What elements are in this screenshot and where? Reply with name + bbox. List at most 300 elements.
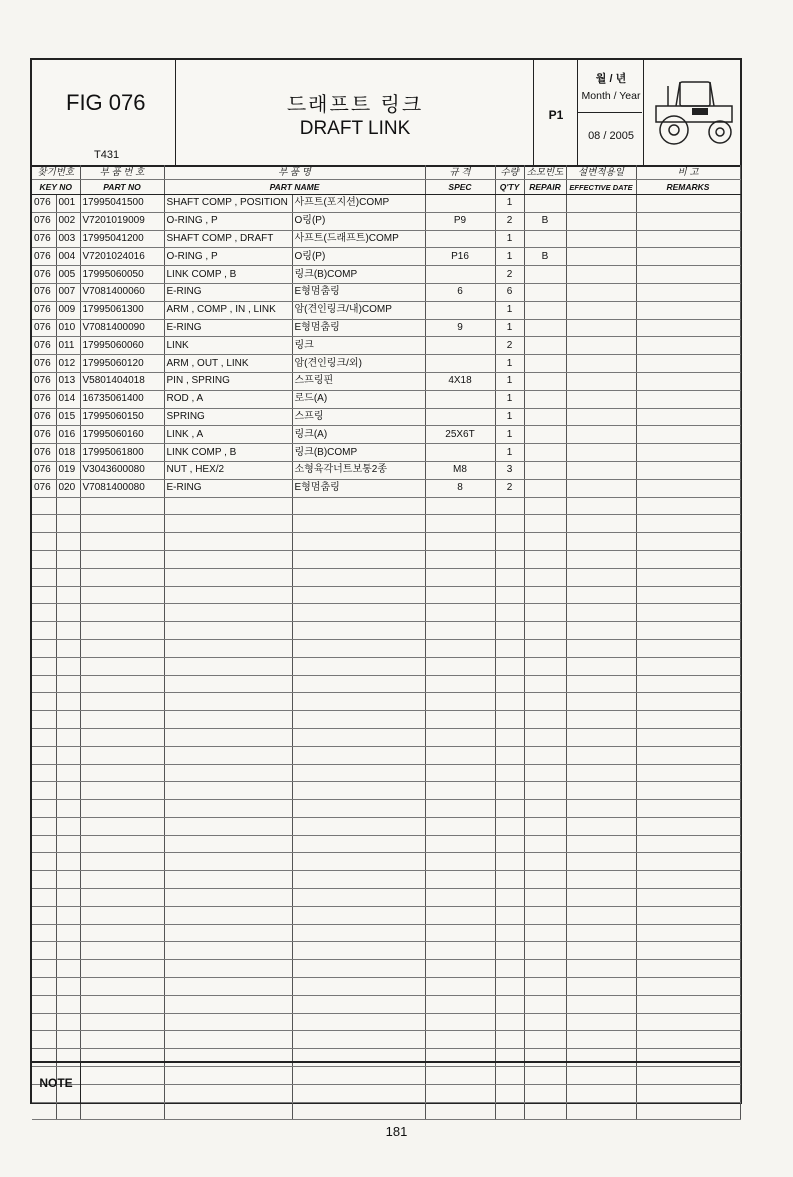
repair-cell [524, 835, 566, 853]
remarks-cell [636, 817, 740, 835]
repair-cell [524, 497, 566, 515]
part-name-en-cell [164, 746, 292, 764]
key-number-cell [56, 853, 80, 871]
qty-cell [495, 764, 524, 782]
key-number-cell: 016 [56, 426, 80, 444]
key-number-cell [56, 497, 80, 515]
qty-cell [495, 960, 524, 978]
fig-number-cell [32, 586, 56, 604]
spec-cell: P16 [425, 248, 495, 266]
remarks-cell [636, 390, 740, 408]
part-name-en-cell [164, 622, 292, 640]
part-name-ko-cell [292, 978, 425, 996]
empty-row [32, 1102, 740, 1120]
effective-date-cell [566, 372, 636, 390]
part-name-en-cell [164, 782, 292, 800]
effective-date-cell [566, 995, 636, 1013]
remarks-cell [636, 764, 740, 782]
qty-cell [495, 782, 524, 800]
remarks-cell [636, 960, 740, 978]
part-number-cell: V7201024016 [80, 248, 164, 266]
fig-number: FIG 076 [66, 90, 146, 115]
qty-cell: 1 [495, 301, 524, 319]
empty-row [32, 906, 740, 924]
part-name-en-cell [164, 906, 292, 924]
col-date-ko: 설변적용일 [566, 165, 636, 180]
repair-cell [524, 728, 566, 746]
fig-number-cell [32, 622, 56, 640]
spec-cell [425, 568, 495, 586]
remarks-cell [636, 800, 740, 818]
part-name-ko-cell: 사프트(드래프트)COMP [292, 230, 425, 248]
remarks-cell [636, 942, 740, 960]
part-number-cell: 17995060050 [80, 266, 164, 284]
part-name-ko-cell: O링(P) [292, 212, 425, 230]
part-name-en-cell [164, 711, 292, 729]
effective-date-cell [566, 746, 636, 764]
remarks-cell [636, 301, 740, 319]
effective-date-cell [566, 195, 636, 213]
repair-cell [524, 426, 566, 444]
part-name-ko-cell [292, 675, 425, 693]
empty-row [32, 657, 740, 675]
fig-number-cell [32, 817, 56, 835]
note-row [32, 1061, 740, 1104]
fig-number-cell [32, 871, 56, 889]
part-name-ko-cell [292, 995, 425, 1013]
part-name-ko-cell [292, 639, 425, 657]
part-number-cell [80, 817, 164, 835]
part-number-cell [80, 1031, 164, 1049]
part-name-en-cell [164, 889, 292, 907]
qty-cell [495, 693, 524, 711]
empty-row [32, 639, 740, 657]
part-number-cell [80, 604, 164, 622]
effective-date-cell [566, 248, 636, 266]
fig-number-cell [32, 960, 56, 978]
part-number-cell [80, 889, 164, 907]
part-name-ko-cell [292, 800, 425, 818]
effective-date-cell [566, 764, 636, 782]
spec-cell [425, 1013, 495, 1031]
key-number-cell [56, 906, 80, 924]
repair-cell [524, 622, 566, 640]
remarks-cell [636, 283, 740, 301]
part-name-en-cell: SPRING [164, 408, 292, 426]
part-name-en-cell [164, 871, 292, 889]
effective-date-cell [566, 337, 636, 355]
empty-row [32, 924, 740, 942]
effective-date-cell [566, 978, 636, 996]
empty-row [32, 711, 740, 729]
fig-number-cell [32, 889, 56, 907]
remarks-cell [636, 995, 740, 1013]
qty-cell [495, 639, 524, 657]
repair-cell [524, 978, 566, 996]
empty-row [32, 800, 740, 818]
parts-body [32, 195, 740, 1120]
effective-date-cell [566, 960, 636, 978]
page-cell [534, 60, 578, 165]
remarks-cell [636, 728, 740, 746]
spec-cell [425, 675, 495, 693]
part-name-ko-cell: 암(견인링크/외) [292, 355, 425, 373]
key-number-cell [56, 764, 80, 782]
empty-row [32, 782, 740, 800]
repair-cell [524, 337, 566, 355]
part-number-cell [80, 871, 164, 889]
key-number-cell [56, 782, 80, 800]
qty-cell [495, 622, 524, 640]
effective-date-cell [566, 212, 636, 230]
qty-cell [495, 728, 524, 746]
spec-cell [425, 924, 495, 942]
effective-date-cell [566, 942, 636, 960]
sheet-page: P1 [548, 108, 564, 122]
table-row [32, 479, 740, 497]
qty-cell: 1 [495, 195, 524, 213]
qty-cell [495, 924, 524, 942]
key-number-cell: 002 [56, 212, 80, 230]
col-name-ko: 부 품 명 [164, 165, 425, 180]
remarks-cell [636, 924, 740, 942]
effective-date-cell [566, 782, 636, 800]
part-name-ko-cell [292, 568, 425, 586]
table-row [32, 283, 740, 301]
empty-row [32, 568, 740, 586]
fig-number-cell: 076 [32, 461, 56, 479]
empty-row [32, 995, 740, 1013]
fig-number-cell [32, 746, 56, 764]
remarks-cell [636, 230, 740, 248]
part-name-ko-cell [292, 889, 425, 907]
effective-date-cell [566, 515, 636, 533]
key-number-cell [56, 622, 80, 640]
repair-cell [524, 693, 566, 711]
remarks-cell [636, 248, 740, 266]
qty-cell [495, 586, 524, 604]
part-name-en-cell [164, 515, 292, 533]
part-number-cell: 17995041200 [80, 230, 164, 248]
part-number-cell [80, 764, 164, 782]
repair-cell [524, 461, 566, 479]
effective-date-cell [566, 319, 636, 337]
qty-cell [495, 995, 524, 1013]
part-number-cell [80, 711, 164, 729]
col-repair-ko: 소모빈도 [524, 165, 566, 180]
part-number-cell: V7081400080 [80, 479, 164, 497]
fig-number-cell [32, 1102, 56, 1120]
repair-cell [524, 871, 566, 889]
part-name-en-cell [164, 568, 292, 586]
key-number-cell [56, 657, 80, 675]
key-number-cell [56, 693, 80, 711]
fig-number-cell [32, 1013, 56, 1031]
part-name-ko-cell [292, 746, 425, 764]
remarks-cell [636, 479, 740, 497]
repair-cell [524, 586, 566, 604]
repair-cell [524, 230, 566, 248]
table-row [32, 461, 740, 479]
spec-cell [425, 853, 495, 871]
key-number-cell: 011 [56, 337, 80, 355]
part-name-ko-cell: E형멈춤링 [292, 283, 425, 301]
spec-cell: 25X6T [425, 426, 495, 444]
part-name-en-cell: O-RING , P [164, 248, 292, 266]
part-name-ko-cell [292, 497, 425, 515]
key-number-cell: 004 [56, 248, 80, 266]
part-number-cell: 17995060060 [80, 337, 164, 355]
effective-date-cell [566, 586, 636, 604]
fig-number-cell [32, 675, 56, 693]
qty-cell: 2 [495, 479, 524, 497]
repair-cell [524, 817, 566, 835]
qty-cell [495, 497, 524, 515]
part-number-cell [80, 782, 164, 800]
qty-cell [495, 853, 524, 871]
fig-number-cell: 076 [32, 212, 56, 230]
qty-cell [495, 568, 524, 586]
key-number-cell: 003 [56, 230, 80, 248]
key-number-cell: 012 [56, 355, 80, 373]
parts-table [32, 165, 741, 1120]
fig-number-cell: 076 [32, 230, 56, 248]
part-name-en-cell [164, 924, 292, 942]
part-name-ko-cell [292, 835, 425, 853]
part-name-ko-cell: 스프링 [292, 408, 425, 426]
part-name-ko-cell [292, 586, 425, 604]
table-row [32, 301, 740, 319]
repair-cell [524, 372, 566, 390]
part-name-ko-cell: O링(P) [292, 248, 425, 266]
qty-cell [495, 657, 524, 675]
effective-date-cell [566, 693, 636, 711]
col-partno: PART NO [80, 180, 164, 195]
repair-cell [524, 764, 566, 782]
remarks-cell [636, 1013, 740, 1031]
remarks-cell [636, 782, 740, 800]
qty-cell [495, 978, 524, 996]
remarks-cell [636, 622, 740, 640]
part-name-ko-cell [292, 764, 425, 782]
part-name-en-cell: LINK , A [164, 426, 292, 444]
spec-cell [425, 728, 495, 746]
part-number-cell [80, 978, 164, 996]
qty-cell: 2 [495, 266, 524, 284]
key-number-cell [56, 800, 80, 818]
qty-cell: 1 [495, 390, 524, 408]
part-name-en-cell [164, 764, 292, 782]
part-number-cell [80, 728, 164, 746]
part-name-ko-cell [292, 1013, 425, 1031]
part-name-ko-cell: 스프링핀 [292, 372, 425, 390]
part-name-en-cell: PIN , SPRING [164, 372, 292, 390]
part-name-ko-cell: 링크(A) [292, 426, 425, 444]
key-number-cell [56, 604, 80, 622]
spec-cell [425, 586, 495, 604]
repair-cell [524, 301, 566, 319]
repair-cell [524, 800, 566, 818]
part-name-ko-cell: 링크(B)COMP [292, 444, 425, 462]
fig-number-cell [32, 497, 56, 515]
empty-row [32, 960, 740, 978]
part-number-cell [80, 1013, 164, 1031]
spec-cell [425, 444, 495, 462]
key-number-cell [56, 835, 80, 853]
empty-row [32, 728, 740, 746]
empty-row [32, 978, 740, 996]
part-number-cell [80, 746, 164, 764]
empty-row [32, 853, 740, 871]
remarks-cell [636, 212, 740, 230]
repair-cell [524, 550, 566, 568]
qty-cell: 1 [495, 444, 524, 462]
fig-number-cell: 076 [32, 479, 56, 497]
key-number-cell [56, 817, 80, 835]
spec-cell [425, 1102, 495, 1120]
remarks-cell [636, 693, 740, 711]
fig-number-cell [32, 978, 56, 996]
remarks-cell [636, 711, 740, 729]
key-number-cell [56, 1102, 80, 1120]
effective-date-cell [566, 461, 636, 479]
key-number-cell [56, 586, 80, 604]
remarks-cell [636, 461, 740, 479]
table-row [32, 444, 740, 462]
part-name-ko-cell [292, 693, 425, 711]
part-number-cell [80, 960, 164, 978]
part-name-ko-cell [292, 1031, 425, 1049]
part-number-cell: V7201019009 [80, 212, 164, 230]
key-number-cell [56, 728, 80, 746]
fig-number-cell [32, 604, 56, 622]
title-korean: 드래프트 링크 [286, 92, 424, 116]
qty-cell [495, 550, 524, 568]
spec-cell [425, 355, 495, 373]
qty-cell [495, 835, 524, 853]
repair-cell [524, 853, 566, 871]
remarks-cell [636, 1031, 740, 1049]
fig-cell [32, 60, 176, 165]
part-number-cell [80, 800, 164, 818]
date-cell [578, 60, 644, 165]
effective-date-cell [566, 426, 636, 444]
effective-date-cell [566, 675, 636, 693]
effective-date-cell [566, 604, 636, 622]
spec-cell [425, 497, 495, 515]
part-number-cell: 17995060120 [80, 355, 164, 373]
empty-row [32, 942, 740, 960]
key-number-cell [56, 871, 80, 889]
part-name-en-cell [164, 853, 292, 871]
repair-cell [524, 675, 566, 693]
title-english: DRAFT LINK [299, 118, 411, 139]
qty-cell: 2 [495, 212, 524, 230]
remarks-cell [636, 586, 740, 604]
qty-cell: 6 [495, 283, 524, 301]
repair-cell [524, 604, 566, 622]
part-name-en-cell [164, 657, 292, 675]
key-number-cell [56, 1031, 80, 1049]
key-number-cell [56, 889, 80, 907]
repair-cell [524, 746, 566, 764]
key-number-cell: 020 [56, 479, 80, 497]
qty-cell [495, 533, 524, 551]
part-name-en-cell: O-RING , P [164, 212, 292, 230]
part-name-en-cell: LINK [164, 337, 292, 355]
fig-number-cell: 076 [32, 337, 56, 355]
repair-cell [524, 266, 566, 284]
qty-cell [495, 871, 524, 889]
effective-date-cell [566, 800, 636, 818]
part-number-cell: 16735061400 [80, 390, 164, 408]
spec-cell [425, 817, 495, 835]
fig-number-cell [32, 835, 56, 853]
part-number-cell: 17995060160 [80, 426, 164, 444]
repair-cell [524, 479, 566, 497]
part-name-ko-cell: 로드(A) [292, 390, 425, 408]
qty-cell: 1 [495, 319, 524, 337]
page-number: 181 [385, 1124, 408, 1139]
repair-cell [524, 782, 566, 800]
effective-date-cell [566, 479, 636, 497]
remarks-cell [636, 408, 740, 426]
table-row [32, 355, 740, 373]
part-name-ko-cell [292, 906, 425, 924]
qty-cell [495, 1031, 524, 1049]
repair-cell [524, 657, 566, 675]
col-effective-date: EFFECTIVE DATE [566, 180, 636, 195]
col-key: KEY NO [32, 180, 80, 195]
spec-cell [425, 960, 495, 978]
remarks-cell [636, 195, 740, 213]
table-row [32, 390, 740, 408]
qty-cell [495, 515, 524, 533]
effective-date-cell [566, 1031, 636, 1049]
col-key-ko: 찾기번호 [32, 165, 80, 180]
table-row [32, 195, 740, 213]
tractor-cell [644, 60, 740, 165]
spec-cell [425, 408, 495, 426]
fig-number-cell: 076 [32, 372, 56, 390]
effective-date-cell [566, 497, 636, 515]
part-number-cell [80, 533, 164, 551]
qty-cell: 1 [495, 426, 524, 444]
effective-date-cell [566, 408, 636, 426]
repair-cell [524, 1031, 566, 1049]
repair-cell [524, 906, 566, 924]
fig-number-cell [32, 942, 56, 960]
table-row [32, 248, 740, 266]
part-name-en-cell [164, 960, 292, 978]
part-name-ko-cell [292, 515, 425, 533]
spec-cell [425, 1031, 495, 1049]
qty-cell [495, 1013, 524, 1031]
empty-row [32, 1031, 740, 1049]
part-name-ko-cell: 사프트(포지션)COMP [292, 195, 425, 213]
qty-cell: 1 [495, 248, 524, 266]
key-number-cell [56, 924, 80, 942]
table-row [32, 426, 740, 444]
date-label-ko: 월 / 년 [595, 73, 627, 85]
remarks-cell [636, 444, 740, 462]
spec-cell [425, 711, 495, 729]
model-number: T431 [94, 149, 120, 161]
spec-cell [425, 301, 495, 319]
key-number-cell [56, 639, 80, 657]
part-name-ko-cell [292, 871, 425, 889]
repair-cell [524, 942, 566, 960]
